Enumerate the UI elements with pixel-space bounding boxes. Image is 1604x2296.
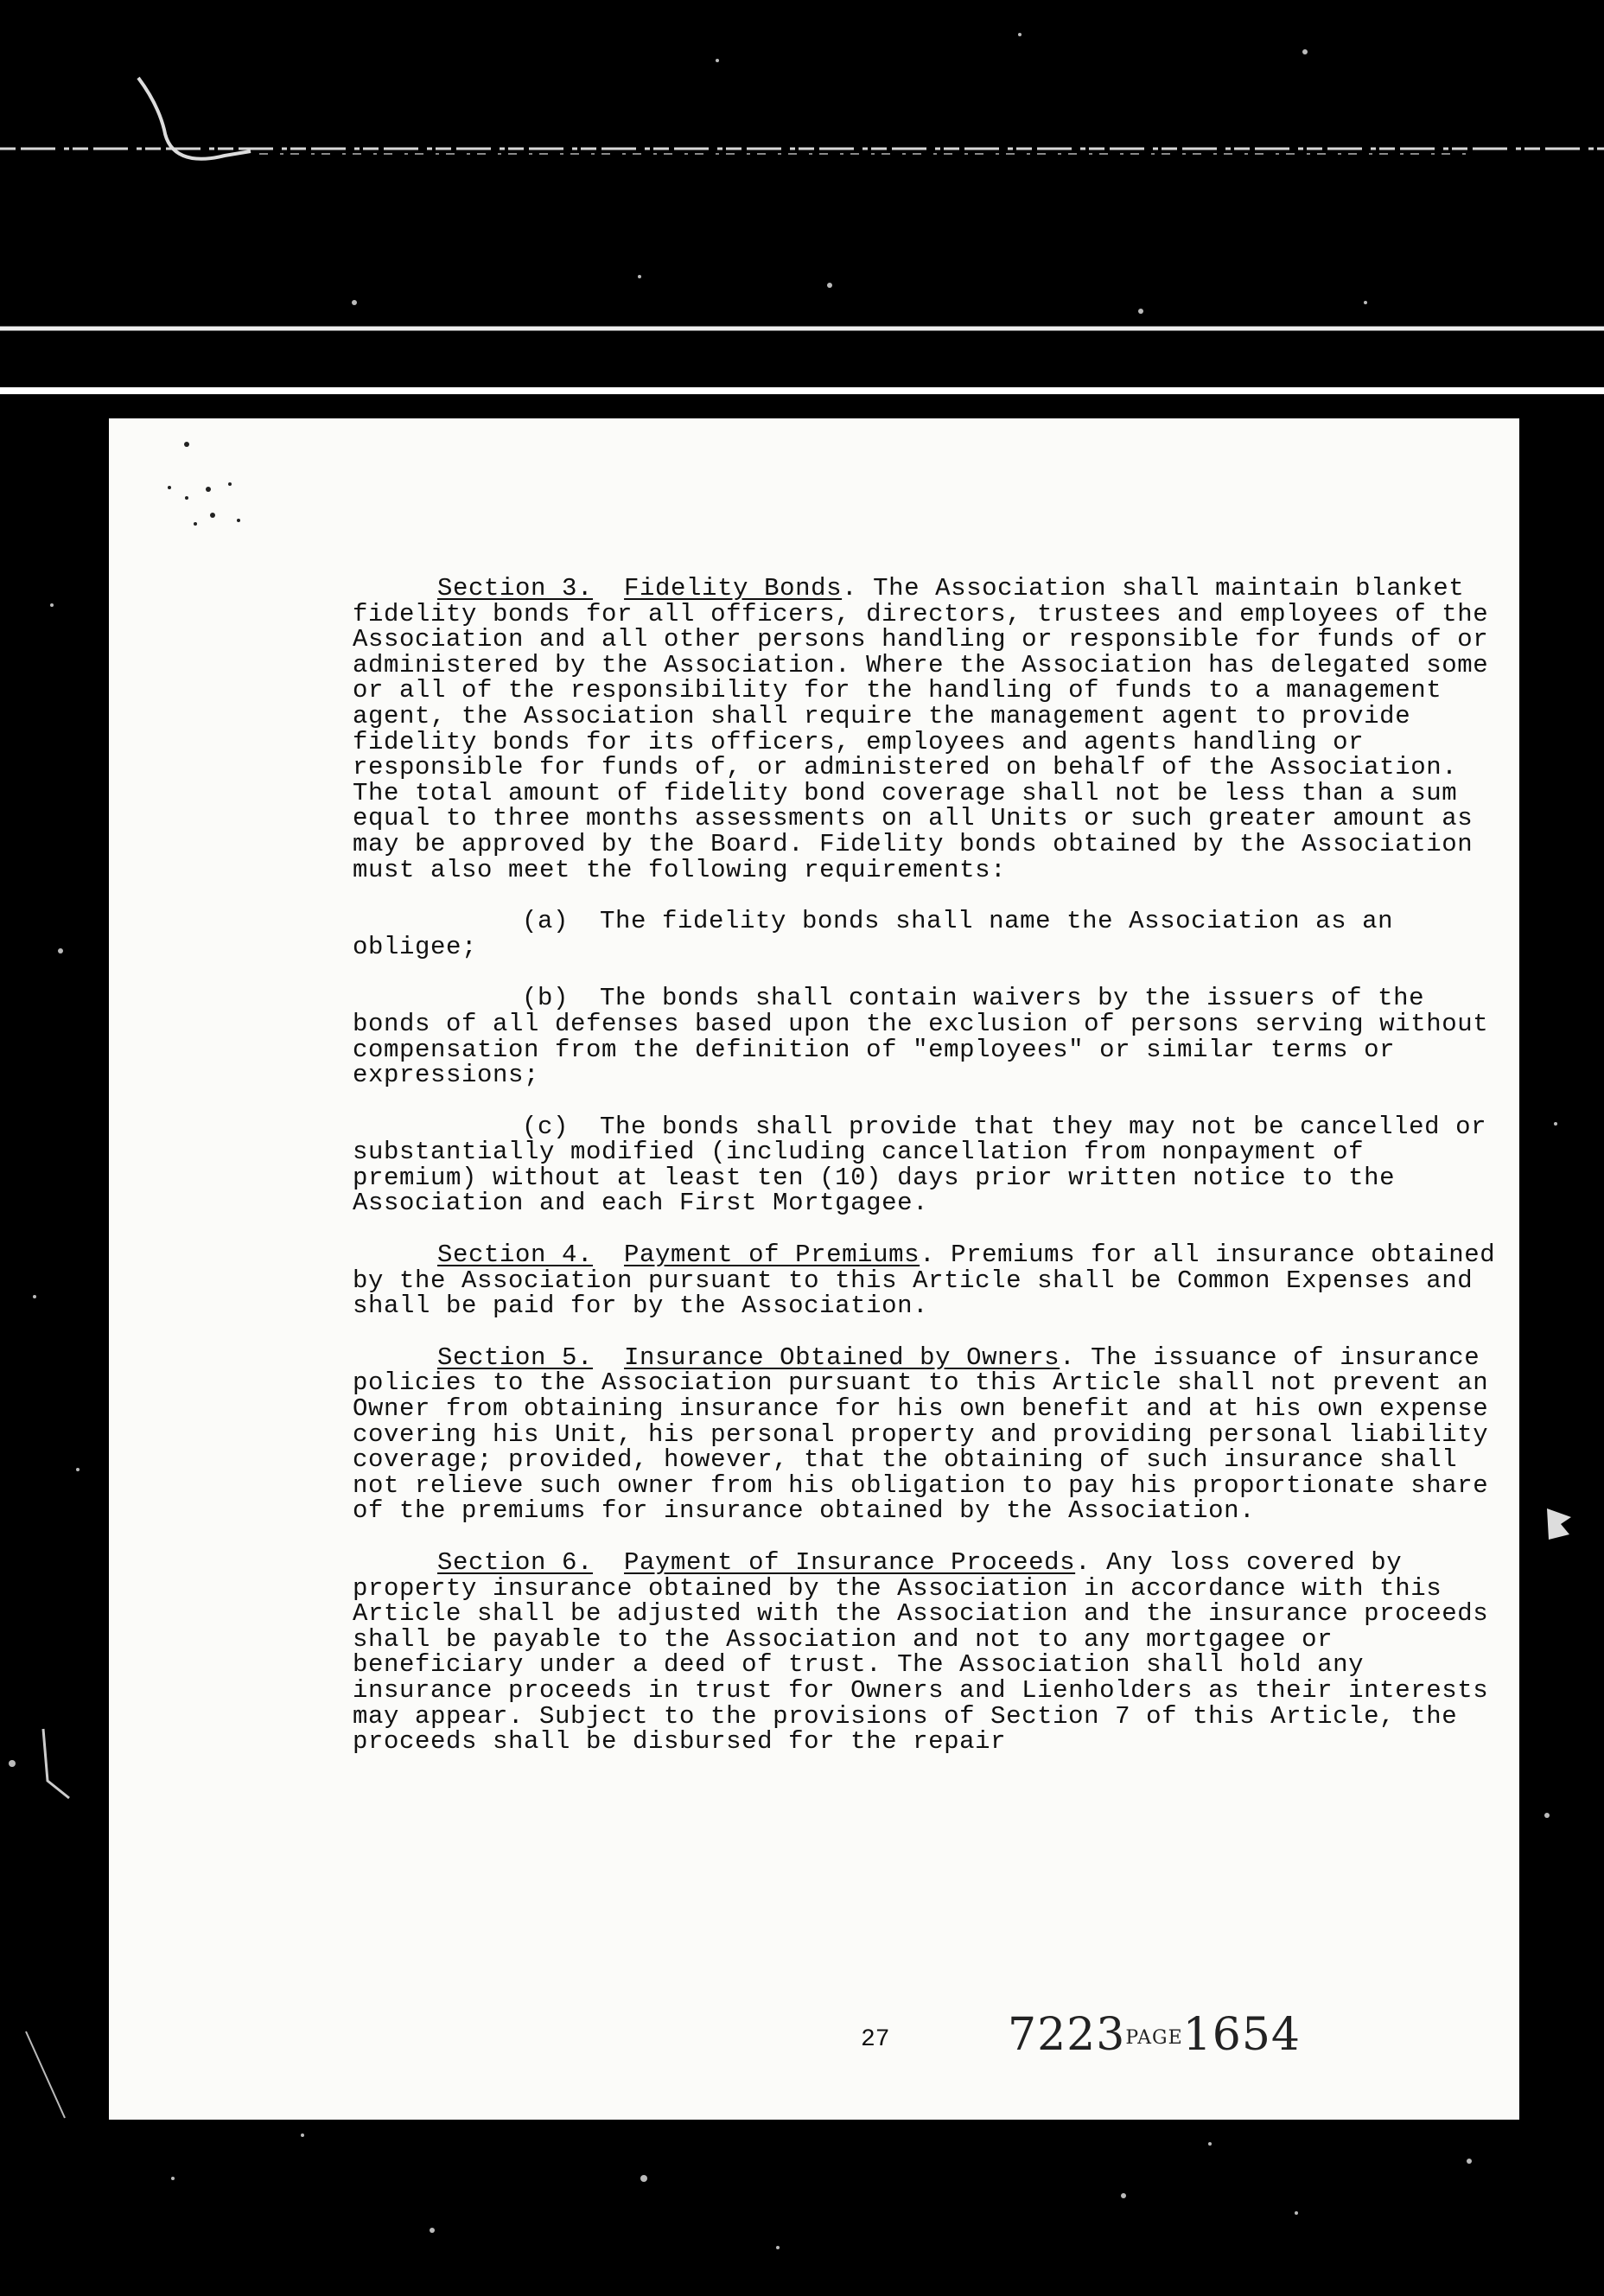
document-body [353, 574, 1512, 1757]
stamp-book-number: 7223 [1008, 2009, 1126, 2061]
stamp-page-label: PAGE [1125, 2027, 1183, 2049]
document-page [109, 418, 1519, 2120]
section-4-title: Payment of Premiums [624, 1240, 920, 1270]
section-3-item-a [353, 909, 1502, 960]
section-5-title: Insurance Obtained by Owners [624, 1343, 1060, 1372]
section-4-paragraph [353, 1240, 1512, 1321]
page-speckles [161, 436, 264, 531]
item-b-text: (b) The bonds shall contain waivers by the issuers of the bonds of all defenses based upon the exclusion of persons serving without compensation from the definition of "employees" or similar terms or expressions; [353, 984, 1505, 1090]
section-6-title: Payment of Insurance Proceeds [624, 1548, 1076, 1577]
section-4-heading: Section 4. [437, 1240, 594, 1270]
section-5-paragraph [353, 1343, 1505, 1526]
section-6-heading: Section 6. [437, 1548, 594, 1577]
section-3-paragraph [353, 574, 1505, 884]
section-3-item-c [353, 1114, 1502, 1216]
page-number: 27 [861, 2026, 890, 2053]
section-3-heading: Section 3. [437, 574, 594, 603]
section-3-body: . The Association shall maintain blanket fidelity bonds for all officers, directors, trustees and employees of the Association and all other persons handling or responsible for funds of or administered by the Association. Where the Association has delegated some or all of the responsibility for the handling of funds to a management agent, the Association shall require the management agent to provide fidelity bonds for its officers, employees and agents handling or responsible for funds of, or administered on behalf of the Association. The total amount of fidelity bond coverage shall not be less than a sum equal to three months assessments on all Units or such greater amount as may be approved by the Board. Fidelity bonds obtained by the Association must also meet the following requirements: [353, 574, 1505, 884]
stamp-page-number: 1654 [1182, 2009, 1301, 2061]
recording-stamp [1008, 2009, 1301, 2061]
section-5-body: . The issuance of insurance policies to the Association pursuant to this Article shall not prevent an Owner from obtaining insurance for his own benefit and at his own expense covering his Unit, his personal property and providing personal liability coverage; provided, however, that the obtaining of such insurance shall not relieve such owner from his obligation to pay his proportionate share of the premiums for insurance obtained by the Association. [353, 1343, 1505, 1526]
section-4-body: . Premiums for all insurance obtained by the Association pursuant to this Article shall be Common Expenses and shall be paid for by the Association. [353, 1240, 1512, 1321]
item-a-text: (a) The fidelity bonds shall name the Association as an obligee; [353, 907, 1410, 961]
section-3-item-b [353, 984, 1505, 1090]
section-6-paragraph [353, 1548, 1505, 1757]
section-3-title: Fidelity Bonds [624, 574, 843, 603]
item-c-text: (c) The bonds shall provide that they may not be cancelled or substantially modified (including cancellation from nonpayment of premium) without at least ten (10) days prior written notice to the Association and each First Mortgagee. [353, 1112, 1503, 1218]
section-5-heading: Section 5. [437, 1343, 594, 1372]
section-6-body: . Any loss covered by property insurance obtained by the Association in accordance with this Article shall be adjusted with the Association and the insurance proceeds shall be payable to the Association and not to any mortgagee or beneficiary under a deed of trust. The Association shall hold any insurance proceeds in trust for Owners and Lienholders as their interests may appear. Subject to the provisions of Section 7 of this Article, the proceeds shall be disbursed for the repair [353, 1548, 1505, 1757]
